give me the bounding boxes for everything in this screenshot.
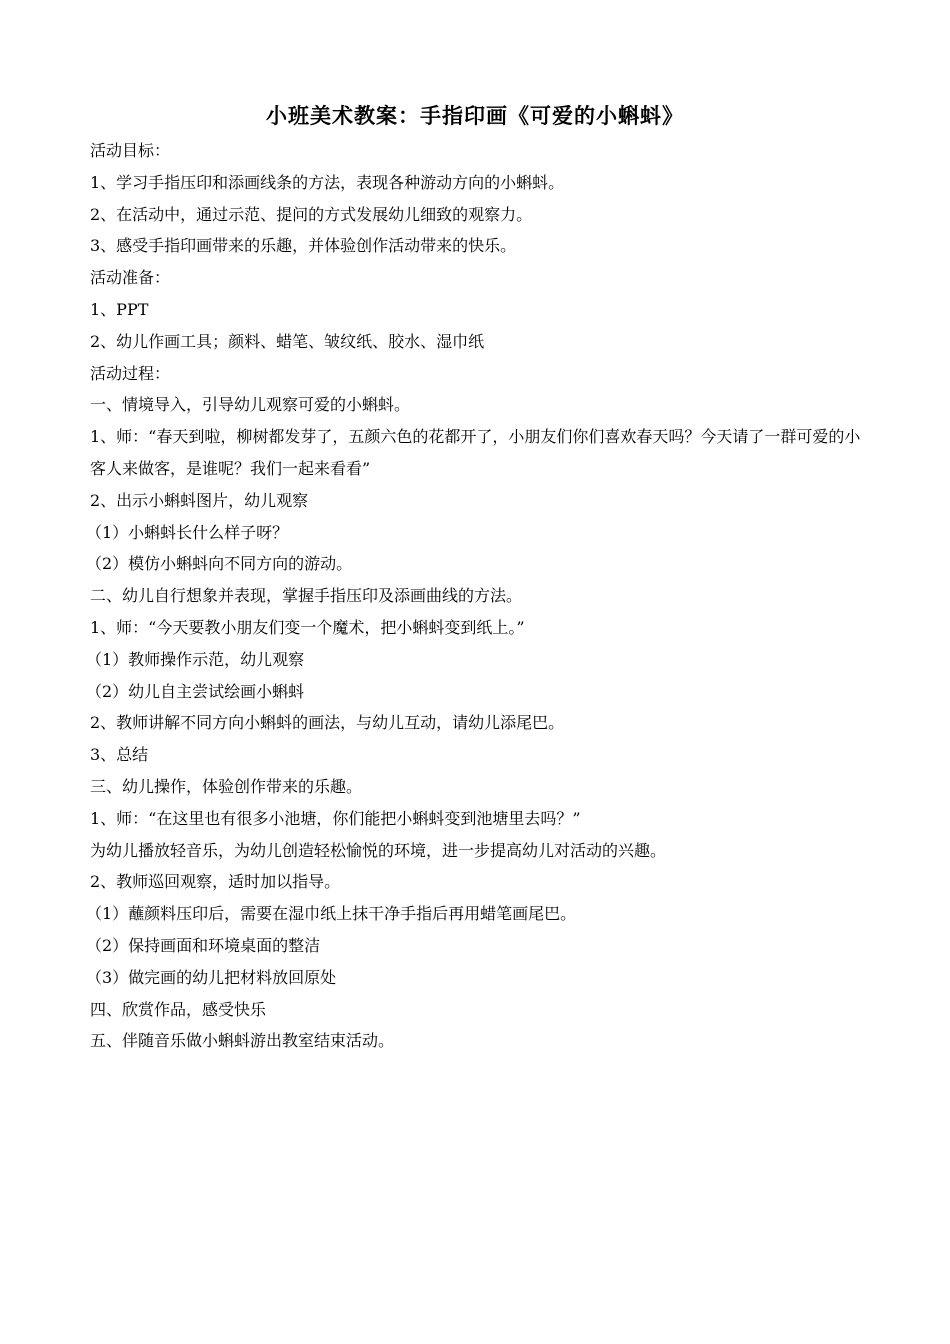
process-subitem: （2）保持画面和环境桌面的整洁 bbox=[86, 935, 321, 955]
process-item: 2、教师巡回观察，适时加以指导。 bbox=[90, 872, 341, 892]
process-step-heading: 二、幼儿自行想象并表现，掌握手指压印及添画曲线的方法。 bbox=[90, 586, 523, 606]
process-paragraph: 1、师：“春天到啦，柳树都发芽了，五颜六色的花都开了，小朋友们你们喜欢春天吗？今天请了一群可爱的小客人来做客，是谁呢？我们一起来看看” bbox=[90, 427, 861, 478]
process-step-heading: 五、伴随音乐做小蝌蚪游出教室结束活动。 bbox=[90, 1031, 395, 1051]
process-item: 1、师：“在这里也有很多小池塘，你们能把小蝌蚪变到池塘里去吗？” bbox=[90, 808, 581, 828]
process-subitem: （1）小蝌蚪长什么样子呀？ bbox=[86, 522, 289, 542]
process-paragraph: 为幼儿播放轻音乐，为幼儿创造轻松愉悦的环境，进一步提高幼儿对活动的兴趣。 bbox=[90, 840, 667, 860]
process-item: 3、总结 bbox=[90, 745, 149, 765]
process-subitem: （1）教师操作示范，幼儿观察 bbox=[86, 649, 305, 669]
process-subitem: （2）幼儿自主尝试绘画小蝌蚪 bbox=[86, 681, 305, 701]
process-step-heading: 一、情境导入，引导幼儿观察可爱的小蝌蚪。 bbox=[90, 395, 411, 415]
process-item: 1、师：“今天要教小朋友们变一个魔术，把小蝌蚪变到纸上。” bbox=[90, 617, 525, 637]
process-subitem: （1）蘸颜料压印后，需要在湿巾纸上抹干净手指后再用蜡笔画尾巴。 bbox=[86, 904, 577, 924]
process-subitem: （2）模仿小蝌蚪向不同方向的游动。 bbox=[86, 554, 353, 574]
process-subitem: （3）做完画的幼儿把材料放回原处 bbox=[86, 967, 337, 987]
process-item: 2、出示小蝌蚪图片，幼儿观察 bbox=[90, 490, 309, 510]
section-heading-process: 活动过程： bbox=[90, 363, 171, 383]
document-title: 小班美术教案：手指印画《可爱的小蝌蚪》 bbox=[266, 104, 684, 128]
goal-item: 2、在活动中，通过示范、提问的方式发展幼儿细致的观察力。 bbox=[90, 204, 533, 224]
process-step-heading: 四、欣赏作品，感受快乐 bbox=[90, 999, 267, 1019]
section-heading-goals: 活动目标： bbox=[90, 141, 171, 160]
process-step-heading: 三、幼儿操作，体验创作带来的乐趣。 bbox=[90, 776, 363, 796]
goal-item: 3、感受手指印画带来的乐趣，并体验创作活动带来的快乐。 bbox=[90, 236, 517, 256]
preparation-item: 2、幼儿作画工具；颜料、蜡笔、皱纹纸、胶水、湿巾纸 bbox=[90, 331, 485, 351]
goal-item: 1、学习手指压印和添画线条的方法，表现各种游动方向的小蝌蚪。 bbox=[90, 172, 565, 192]
document-body bbox=[86, 135, 870, 1057]
process-item: 2、教师讲解不同方向小蝌蚪的画法，与幼儿互动，请幼儿添尾巴。 bbox=[90, 713, 565, 733]
section-heading-preparation: 活动准备： bbox=[90, 268, 171, 288]
preparation-item: 1、PPT bbox=[90, 299, 149, 319]
